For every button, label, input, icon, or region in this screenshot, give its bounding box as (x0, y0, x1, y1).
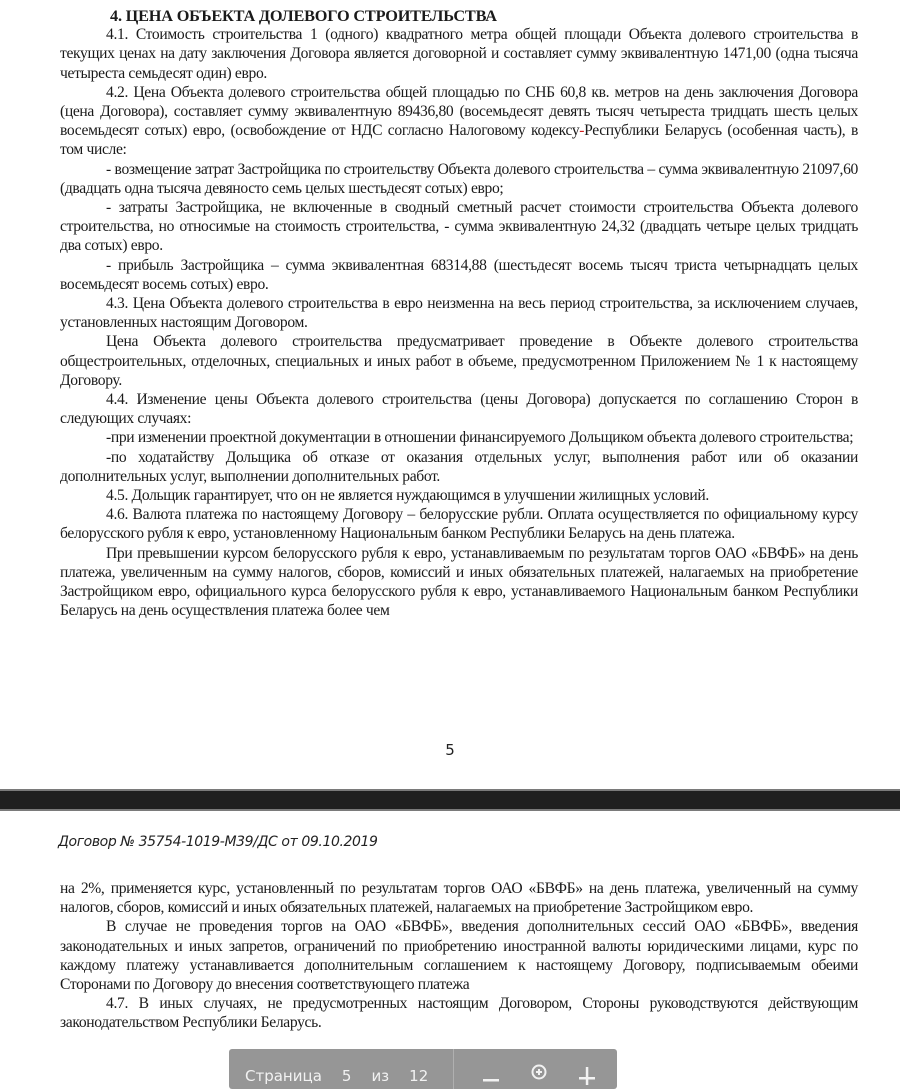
paragraph-text: Республики Беларусь (особенная часть), в том числе: (60, 122, 858, 159)
paragraph: При превышении курсом белорусского рубля к евро, устанавливаемым по результатам торгов ОАО «БВФБ» на день платежа, увеличенным на сумму налогов, сборов, комиссий и иных обязательных платежей, налагаемых на приобретение Застройщиком евро, официального курса белорусского рубля к евро, устанавливаемого Национальным банком Республики Беларусь на день осуществления платежа более чем (60, 544, 858, 620)
of-label: из (371, 1067, 390, 1085)
list-item: -по ходатайству Дольщика об отказе от оказания отдельных услуг, выполнения работ или об оказании дополнительных услуг, выполнении дополнительных работ. (60, 448, 858, 485)
zoom-controls (454, 1049, 600, 1087)
paragraph-4-4: 4.4. Изменение цены Объекта долевого строительства (цены Договора) допускается по соглашению Сторон в следующих случаях: (60, 391, 858, 428)
list-item: - затраты Застройщика, не включенные в сводный сметный расчет стоимости строительства Объекта долевого строительства, но относимые на стоимость строительства, - сумма эквивалентную 24,32 (двадцать четыре целых тридцать два сотых) евро. (60, 199, 858, 255)
current-page-field[interactable]: 5 (341, 1067, 352, 1085)
total-pages: 12 (409, 1067, 429, 1085)
paragraph-continuation: на 2%, применяется курс, установленный по результатам торгов ОАО «БВФБ» на день платежа, увеличенный на сумму налогов, сборов, комиссий и иных обязательных платежей, налагаемых на приобретение Застройщиком евро. (60, 880, 858, 917)
page-number: 5 (445, 741, 455, 759)
list-item: - прибыль Застройщика – сумма эквивалентная 68314,88 (шестьдесят восемь тысяч триста четырнадцать целых восемьдесят восемь сотых) евро. (60, 256, 858, 293)
fit-page-button[interactable] (526, 1061, 552, 1087)
paragraph: В случае не проведения торгов на ОАО «БВФБ», введения дополнительных сессий ОАО «БВФБ», введения законодательных и иных запретов, ограничений по приобретению иностранной валюты юридическими лицами, курс по каждому платежу устанавливается дополнительным соглашением к настоящему Договору, подписываемым обеими Сторонами по Договору до внесения соответствующего платежа (60, 918, 858, 994)
paragraph-4-2 (60, 83, 858, 160)
list-item: -при изменении проектной документации в отношении финансируемого Дольщиком объекта долевого строительства; (106, 429, 854, 447)
minus-icon (480, 1063, 502, 1085)
page-6-body-wrap (0, 811, 900, 1078)
viewer-toolbar (229, 1049, 617, 1089)
paragraph-4-3: 4.3. Цена Объекта долевого строительства в евро неизменна на весь период строительства, за исключением случаев, установленных настоящим Договором. (60, 295, 858, 332)
page-body (60, 879, 858, 1033)
page-body (60, 6, 858, 621)
paragraph-4-5: 4.5. Дольщик гарантирует, что он не является нуждающимся в улучшении жилищных условий. (106, 487, 709, 505)
paragraph-4-6: 4.6. Валюта платежа по настоящему Договору – белорусские рубли. Оплата осуществляется по официальному курсу белорусского рубля к евро, установленному Национальным банком Республики Беларусь на день платежа. (60, 506, 858, 543)
plus-icon (576, 1063, 598, 1085)
paragraph: Цена Объекта долевого строительства предусматривает проведение в Объекте долевого строительства общестроительных, отделочных, специальных и иных работ в объеме, предусмотренном Приложением № 1 к настоящему Договору. (60, 333, 858, 389)
marked-hyphen: - (579, 122, 585, 140)
section-title: 4. ЦЕНА ОБЪЕКТА ДОЛЕВОГО СТРОИТЕЛЬСТВА (110, 6, 497, 25)
page-label: Страница (245, 1067, 322, 1085)
running-header: Договор № 35754-1019-М39/ДС от 09.10.2019 (58, 834, 378, 850)
page-indicator (229, 1049, 453, 1085)
paragraph-text: 4.2. Цена Объекта долевого строительства общей площадью по СНБ 60,8 кв. метров на день заключения Договора (цена Договора), составляет сумму эквивалентную 89436,80 (восемьдесят девять тысяч четыреста тридцать шесть целых восемьдесят сотых) евро, (освобождение от НДС согласно Налоговому кодексу (60, 83, 858, 140)
page-separator (0, 789, 900, 811)
zoom-out-button[interactable] (478, 1061, 504, 1087)
paragraph-4-1: 4.1. Стоимость строительства 1 (одного) квадратного метра общей площади Объекта долевого строительства в текущих ценах на дату заключения Договора является договорной и составляет сумму эквивалентную 1471,00 (одна тысяча четыреста семьдесят один) евро. (60, 26, 858, 82)
zoom-fit-icon (528, 1063, 550, 1085)
paragraph-4-7: 4.7. В иных случаях, не предусмотренных настоящим Договором, Стороны руководствуются действующим законодательством Республики Беларусь. (60, 995, 858, 1032)
zoom-in-button[interactable] (574, 1061, 600, 1087)
list-item: - возмещение затрат Застройщика по строительству Объекта долевого строительства – сумма эквивалентную 21097,60 (двадцать одна тысяча девяносто семь целых шестьдесят сотых) евро; (60, 160, 858, 197)
